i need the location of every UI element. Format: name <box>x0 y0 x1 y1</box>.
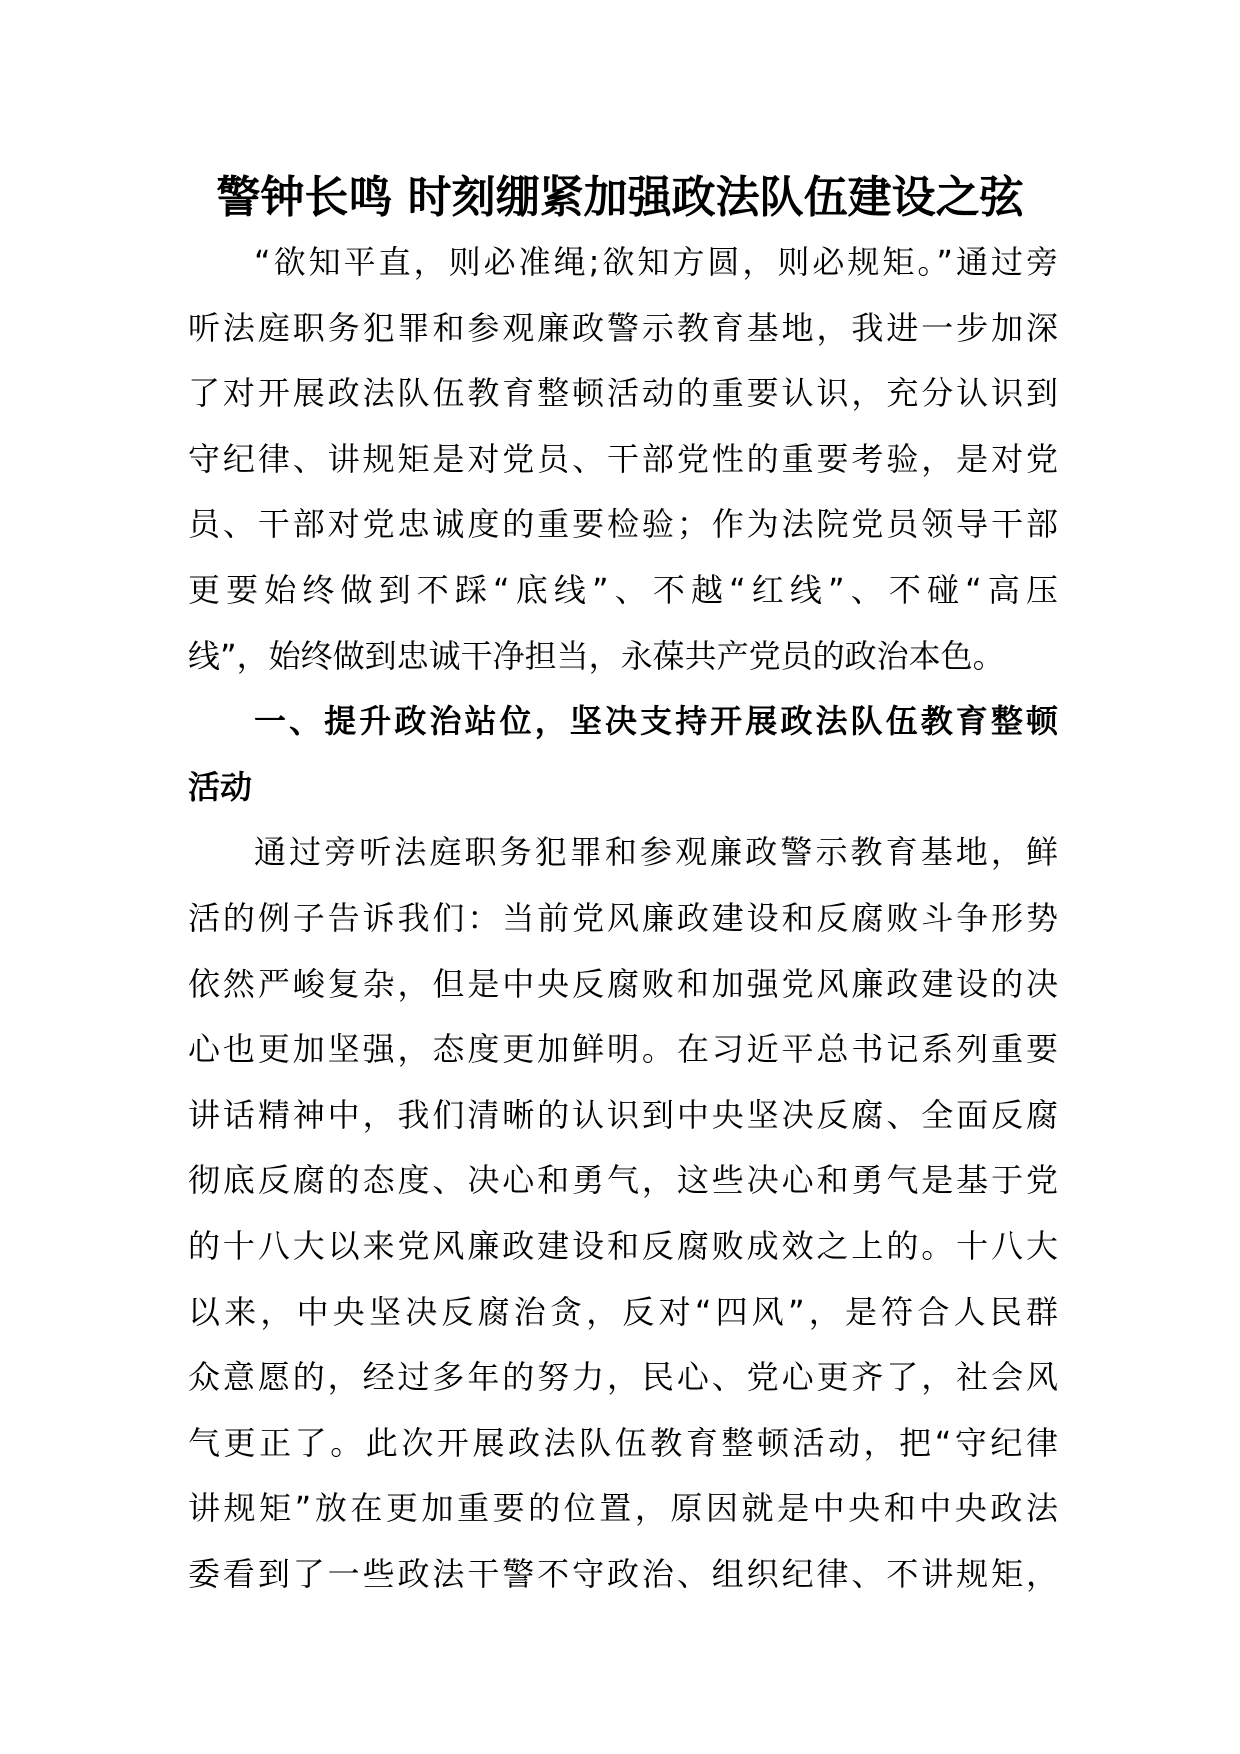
paragraph-2-line-9: 众意愿的，经过多年的努力，民心、党心更齐了，社会风 <box>188 1358 1058 1397</box>
paragraph-2-line-6: 彻底反腐的态度、决心和勇气，这些决心和勇气是基于党 <box>188 1161 1058 1200</box>
paragraph-2-line-8: 以来，中央坚决反腐治贪，反对“四风”，是符合人民群 <box>188 1292 1058 1331</box>
paragraph-2-line-12: 委看到了一些政法干警不守政治、组织纪律、不讲规矩， <box>188 1554 1058 1593</box>
paragraph-2-line-10: 气更正了。此次开展政法队伍教育整顿活动，把“守纪律 <box>188 1423 1058 1462</box>
paragraph-1-line-6: 更要始终做到不踩“底线”、不越“红线”、不碰“高压 <box>188 570 1058 609</box>
document-title: 警钟长鸣 时刻绷紧加强政法队伍建设之弦 <box>216 172 1024 223</box>
section-heading-1-line-1: 一、提升政治站位，坚决支持开展政法队伍教育整顿 <box>254 702 1058 741</box>
paragraph-2-line-11: 讲规矩”放在更加重要的位置，原因就是中央和中央政法 <box>188 1489 1058 1528</box>
paragraph-2-line-7: 的十八大以来党风廉政建设和反腐败成效之上的。十八大 <box>188 1226 1058 1265</box>
paragraph-2-line-4: 心也更加坚强，态度更加鲜明。在习近平总书记系列重要 <box>188 1030 1058 1069</box>
paragraph-2-line-5: 讲话精神中，我们清晰的认识到中央坚决反腐、全面反腐 <box>188 1095 1058 1134</box>
paragraph-1-line-1: “欲知平直，则必准绳;欲知方圆，则必规矩。”通过旁 <box>254 243 1058 281</box>
paragraph-1-line-5: 员、干部对党忠诚度的重要检验；作为法院党员领导干部 <box>188 505 1058 544</box>
paragraph-1-line-2: 听法庭职务犯罪和参观廉政警示教育基地，我进一步加深 <box>188 308 1058 347</box>
paragraph-2-line-3: 依然严峻复杂，但是中央反腐败和加强党风廉政建设的决 <box>188 964 1058 1003</box>
paragraph-1-line-4: 守纪律、讲规矩是对党员、干部党性的重要考验，是对党 <box>188 439 1058 478</box>
paragraph-1-line-3: 了对开展政法队伍教育整顿活动的重要认识，充分认识到 <box>188 374 1058 413</box>
section-heading-1-line-2: 活动 <box>188 767 253 806</box>
paragraph-2-line-1: 通过旁听法庭职务犯罪和参观廉政警示教育基地，鲜 <box>254 833 1058 872</box>
paragraph-1-line-7: 线”，始终做到忠诚干净担当，永葆共产党员的政治本色。 <box>188 636 1005 675</box>
paragraph-2-line-2: 活的例子告诉我们：当前党风廉政建设和反腐败斗争形势 <box>188 898 1058 937</box>
document-body <box>188 230 1058 1607</box>
